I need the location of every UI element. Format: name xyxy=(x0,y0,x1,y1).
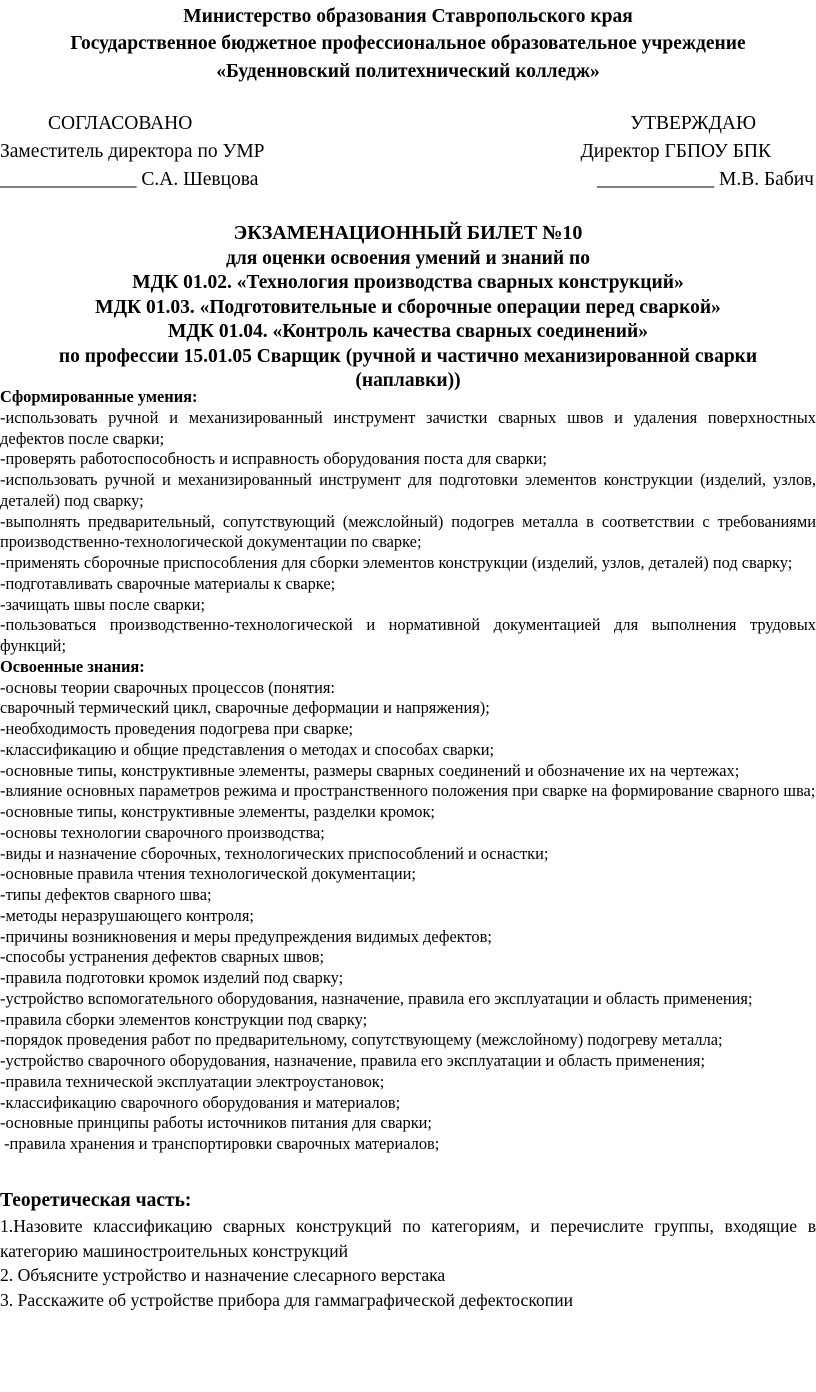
director-position: Директор ГБПОУ БПК xyxy=(580,141,771,162)
skill-item: -зачищать швы после сварки; xyxy=(0,594,206,614)
profession-line-end: (наплавки)) xyxy=(355,370,461,391)
knowledge-item: -основы технологии сварочного производства; xyxy=(0,822,325,842)
skills-heading: Сформированные умения: xyxy=(0,387,198,406)
knowledge-item: -правила подготовки кромок изделий под сварку; xyxy=(0,968,344,987)
deputy-director-signature: ______________ С.А. Шевцова xyxy=(0,169,259,190)
knowledge-item: -влияние основных параметров режима и пространственного положения при сварке на формирование сварного шва; xyxy=(0,781,816,801)
knowledge-item: -необходимость проведения подогрева при сварке; xyxy=(0,719,354,738)
knowledge-heading: Освоенные знания: xyxy=(0,656,145,676)
knowledge-item: -классификацию и общие представления о методах и способах сварки; xyxy=(0,739,495,759)
college-name: «Буденновский политехнический колледж» xyxy=(216,61,600,82)
theory-question: 3. Расскажите об устройстве прибора для гаммаграфической дефектоскопии xyxy=(0,1289,574,1310)
skill-item: -выполнять предварительный, сопутствующий (межслойный) подогрев металла в соответствии с требованиями производственно-технологической документации по сварке; xyxy=(0,511,816,552)
competencies-section xyxy=(0,387,816,1155)
institution-type: Государственное бюджетное профессиональное образовательное учреждение xyxy=(70,33,746,54)
ticket-title: ЭКЗАМЕНАЦИОННЫЙ БИЛЕТ №10 xyxy=(233,222,583,244)
course-mdk-0102: МДК 01.02. «Технология производства сварных конструкций» xyxy=(132,272,684,293)
knowledge-item: -правила хранения и транспортировки сварочных материалов; xyxy=(0,1134,440,1153)
skill-item: -пользоваться производственно-технологической и нормативной документацией для выполнения трудовых функций; xyxy=(0,615,816,655)
knowledge-item: -основные типы, конструктивные элементы, разделки кромок; xyxy=(0,802,435,821)
knowledge-item: -способы устранения дефектов сварных швов; xyxy=(0,947,325,967)
course-mdk-0104: МДК 01.04. «Контроль качества сварных соединений» xyxy=(168,321,648,342)
knowledge-item: -методы неразрушающего контроля; xyxy=(0,905,254,925)
ministry-name: Министерство образования Ставропольского края xyxy=(183,6,633,27)
course-mdk-0103: МДК 01.03. «Подготовительные и сборочные операции перед сваркой» xyxy=(95,297,721,318)
confirm-label: УТВЕРЖДАЮ xyxy=(630,113,756,134)
knowledge-item: -порядок проведения работ по предварительному, сопутствующему (межслойному) подогреву металла; xyxy=(0,1030,723,1050)
ticket-subtitle: для оценки освоения умений и знаний по xyxy=(225,248,591,269)
profession-line: по профессии 15.01.05 Сварщик (ручной и частично механизированной сварки xyxy=(58,346,758,367)
knowledge-item: -виды и назначение сборочных, технологических приспособлений и оснастки; xyxy=(0,843,549,863)
deputy-director-position: Заместитель директора по УМР xyxy=(0,141,265,162)
skill-item: -подготавливать сварочные материалы к сварке; xyxy=(0,573,336,593)
theory-question: 1.Назовите классификацию сварных конструкций по категориям, и перечислите группы, входящие в категорию машиностроительных конструкций xyxy=(0,1216,816,1261)
skill-item: -применять сборочные приспособления для сборки элементов конструкции (изделий, узлов, деталей) под сварку; xyxy=(0,553,793,572)
knowledge-item: -основные принципы работы источников питания для сварки; xyxy=(0,1113,432,1133)
skill-item: -использовать ручной и механизированный инструмент для подготовки элементов конструкции (изделий, узлов, деталей) под сварку; xyxy=(0,470,816,510)
theory-section xyxy=(0,1188,816,1312)
knowledge-item: -правила сборки элементов конструкции под сварку; xyxy=(0,1009,368,1029)
knowledge-item: -типы дефектов сварного шва; xyxy=(0,885,212,904)
director-signature: ____________ М.В. Бабич xyxy=(597,169,814,190)
knowledge-item: -причины возникновения и меры предупреждения видимых дефектов; xyxy=(0,926,492,946)
knowledge-item: -правила технической эксплуатации электроустановок; xyxy=(0,1071,385,1091)
theory-question: 2. Объясните устройство и назначение слесарного верстака xyxy=(0,1265,446,1285)
knowledge-item: -основы теории сварочных процессов (понятия: xyxy=(0,677,335,697)
approved-label: СОГЛАСОВАНО xyxy=(48,113,193,134)
theory-heading: Теоретическая часть: xyxy=(0,1190,192,1211)
skill-item: -использовать ручной и механизированный инструмент зачистки сварных швов и удаления поверхностных дефектов после сварки; xyxy=(0,407,816,448)
knowledge-item: -классификацию сварочного оборудования и материалов; xyxy=(0,1092,401,1112)
knowledge-item: -устройство сварочного оборудования, назначение, правила его эксплуатации и область применения; xyxy=(0,1051,706,1070)
knowledge-item: сварочный термический цикл, сварочные деформации и напряжения); xyxy=(0,698,490,718)
skill-item: -проверять работоспособность и исправность оборудования поста для сварки; xyxy=(0,449,547,469)
knowledge-item: -основные правила чтения технологической документации; xyxy=(0,864,416,884)
knowledge-item: -устройство вспомогательного оборудования, назначение, правила его эксплуатации и область применения; xyxy=(0,988,753,1008)
knowledge-item: -основные типы, конструктивные элементы, размеры сварных соединений и обозначение их на чертежах; xyxy=(0,760,740,780)
